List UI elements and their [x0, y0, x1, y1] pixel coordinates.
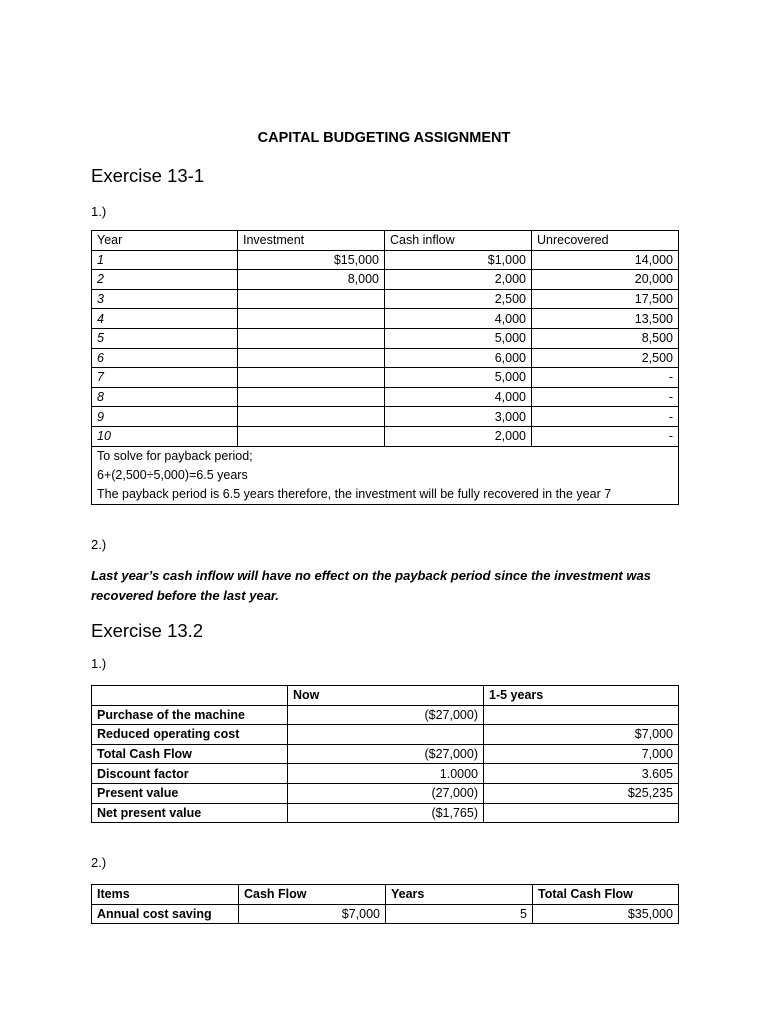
note-line: To solve for payback period;: [97, 448, 253, 463]
now-cell: (27,000): [288, 783, 484, 803]
table-row: [92, 803, 679, 823]
unrecovered-cell: 17,500: [532, 289, 679, 309]
item-cell: Annual cost saving: [92, 904, 239, 924]
table-row: [92, 289, 679, 309]
row-label: Total Cash Flow: [92, 744, 288, 764]
year-cell: 4: [92, 309, 238, 329]
unrecovered-cell: -: [532, 407, 679, 427]
table-row: [92, 407, 679, 427]
year-cell: 7: [92, 368, 238, 388]
table-row: [92, 368, 679, 388]
question-1-label: 1.): [91, 204, 107, 219]
investment-cell: [238, 309, 385, 329]
years-cell: 5: [386, 904, 533, 924]
document-title: CAPITAL BUDGETING ASSIGNMENT: [257, 130, 511, 146]
investment-cell: [238, 368, 385, 388]
cash-inflow-cell: 2,500: [385, 289, 532, 309]
years-cell: $25,235: [484, 783, 679, 803]
table-header-row: [92, 885, 679, 905]
cash-inflow-cell: 4,000: [385, 309, 532, 329]
row-label: Purchase of the machine: [92, 705, 288, 725]
answer-2-text: Last year’s cash inflow will have no effect on the payback period since the investment was recovered before the last year.: [91, 568, 651, 603]
now-cell: ($27,000): [288, 744, 484, 764]
years-cell: $7,000: [484, 725, 679, 745]
header-years: Years: [386, 885, 533, 905]
exercise-13-2-heading: Exercise 13.2: [91, 620, 204, 641]
unrecovered-cell: -: [532, 426, 679, 446]
payback-note-row: [92, 446, 679, 504]
header-1-5-years: 1-5 years: [484, 686, 679, 706]
header-cash-flow: Cash Flow: [239, 885, 386, 905]
table-row: [92, 348, 679, 368]
year-cell: 8: [92, 387, 238, 407]
table-row: [92, 904, 679, 924]
header-investment: Investment: [238, 231, 385, 251]
now-cell: ($1,765): [288, 803, 484, 823]
header-total-cash-flow: Total Cash Flow: [533, 885, 679, 905]
now-cell: 1.0000: [288, 764, 484, 784]
year-cell: 6: [92, 348, 238, 368]
investment-cell: [238, 407, 385, 427]
cash-inflow-cell: 5,000: [385, 368, 532, 388]
row-label: Discount factor: [92, 764, 288, 784]
investment-cell: 8,000: [238, 270, 385, 290]
cash-inflow-cell: 3,000: [385, 407, 532, 427]
unrecovered-cell: 13,500: [532, 309, 679, 329]
note-line: 6+(2,500÷5,000)=6.5 years: [97, 467, 248, 482]
investment-cell: [238, 387, 385, 407]
table-row: [92, 250, 679, 270]
cash-inflow-cell: 5,000: [385, 328, 532, 348]
header-items: Items: [92, 885, 239, 905]
investment-cell: [238, 289, 385, 309]
cash-flow-cell: $7,000: [239, 904, 386, 924]
table-header-row: [92, 686, 679, 706]
table-row: [92, 270, 679, 290]
unrecovered-cell: 2,500: [532, 348, 679, 368]
unrecovered-cell: 20,000: [532, 270, 679, 290]
header-year: Year: [92, 231, 238, 251]
cash-inflow-cell: $1,000: [385, 250, 532, 270]
header-blank: [92, 686, 288, 706]
npv-table: [91, 685, 679, 823]
table-row: [92, 764, 679, 784]
table-row: [92, 309, 679, 329]
total-cash-flow-cell: $35,000: [533, 904, 679, 924]
note-line: The payback period is 6.5 years therefore, the investment will be fully recovered in the year 7: [97, 486, 612, 501]
question-2-label: 2.): [91, 537, 107, 552]
unrecovered-cell: -: [532, 368, 679, 388]
investment-cell: [238, 328, 385, 348]
table-row: [92, 705, 679, 725]
now-cell: ($27,000): [288, 705, 484, 725]
table-row: [92, 387, 679, 407]
question-1-label: 1.): [91, 656, 107, 671]
payback-table: [91, 230, 679, 505]
cost-saving-table: [91, 884, 679, 924]
exercise-13-1-heading: Exercise 13-1: [91, 165, 205, 186]
year-cell: 9: [92, 407, 238, 427]
header-now: Now: [288, 686, 484, 706]
cash-inflow-cell: 2,000: [385, 270, 532, 290]
cash-inflow-cell: 2,000: [385, 426, 532, 446]
cash-inflow-cell: 4,000: [385, 387, 532, 407]
years-cell: 7,000: [484, 744, 679, 764]
now-cell: [288, 725, 484, 745]
table-row: [92, 328, 679, 348]
year-cell: 5: [92, 328, 238, 348]
table-row: [92, 725, 679, 745]
table-row: [92, 426, 679, 446]
unrecovered-cell: -: [532, 387, 679, 407]
payback-note: [92, 446, 679, 504]
investment-cell: [238, 348, 385, 368]
year-cell: 2: [92, 270, 238, 290]
table-row: [92, 783, 679, 803]
header-cash-inflow: Cash inflow: [385, 231, 532, 251]
row-label: Net present value: [92, 803, 288, 823]
row-label: Present value: [92, 783, 288, 803]
investment-cell: [238, 426, 385, 446]
unrecovered-cell: 8,500: [532, 328, 679, 348]
table-header-row: [92, 231, 679, 251]
question-2-label: 2.): [91, 855, 107, 870]
header-unrecovered: Unrecovered: [532, 231, 679, 251]
investment-cell: $15,000: [238, 250, 385, 270]
years-cell: [484, 705, 679, 725]
row-label: Reduced operating cost: [92, 725, 288, 745]
year-cell: 1: [92, 250, 238, 270]
cash-inflow-cell: 6,000: [385, 348, 532, 368]
year-cell: 10: [92, 426, 238, 446]
unrecovered-cell: 14,000: [532, 250, 679, 270]
table-row: [92, 744, 679, 764]
years-cell: [484, 803, 679, 823]
years-cell: 3.605: [484, 764, 679, 784]
year-cell: 3: [92, 289, 238, 309]
